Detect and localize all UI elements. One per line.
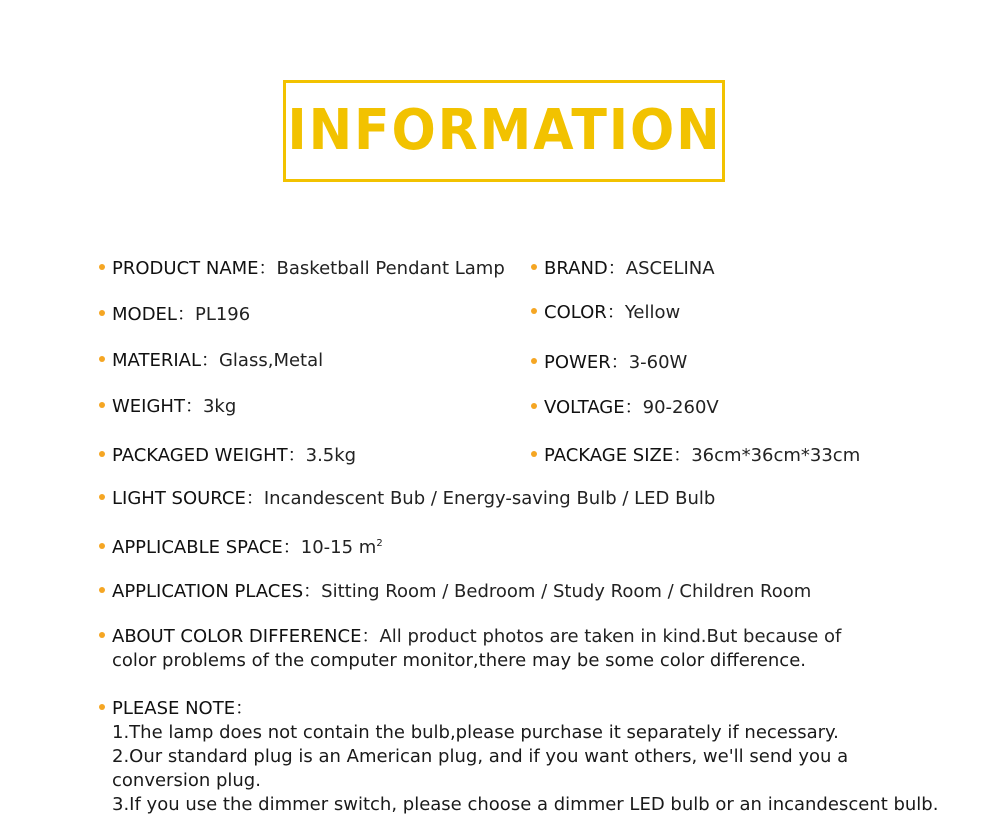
bullet-icon	[99, 632, 105, 638]
spec-label: WEIGHT	[112, 396, 185, 417]
bullet-icon	[99, 264, 105, 270]
bullet-icon	[99, 494, 105, 500]
note-line: 2.Our standard plug is an American plug, and if you want others, we'll send you a	[112, 746, 849, 767]
spec-label: PLEASE NOTE	[112, 698, 236, 719]
spec-voltage	[531, 396, 719, 420]
spec-value: Yellow	[624, 302, 681, 323]
bullet-icon	[99, 310, 105, 316]
spec-value: PL196	[194, 304, 251, 325]
bullet-icon	[531, 451, 537, 457]
spec-power	[531, 351, 687, 375]
spec-light-source	[99, 487, 715, 511]
spec-packaged-weight	[99, 444, 356, 468]
separator: ：	[235, 698, 254, 719]
separator: ：	[624, 397, 643, 418]
spec-weight	[99, 395, 236, 419]
separator: ：	[258, 258, 277, 279]
spec-label: POWER	[544, 352, 611, 373]
note-line: 1.The lamp does not contain the bulb,please purchase it separately if necessary.	[112, 722, 839, 743]
spec-value: All product photos are taken in kind.But because of	[379, 626, 842, 647]
spec-value: 90-260V	[642, 397, 719, 418]
spec-value: Glass,Metal	[218, 350, 324, 371]
spec-value: ASCELINA	[625, 258, 715, 279]
spec-value: Incandescent Bub / Energy-saving Bulb / LED Bulb	[263, 488, 716, 509]
bullet-icon	[99, 704, 105, 710]
spec-product-name	[99, 257, 505, 281]
spec-label: VOLTAGE	[544, 397, 625, 418]
separator: ：	[184, 396, 203, 417]
bullet-icon	[99, 451, 105, 457]
separator: ：	[610, 352, 629, 373]
spec-label: APPLICABLE SPACE	[112, 537, 283, 558]
spec-brand	[531, 257, 715, 281]
spec-material	[99, 349, 323, 373]
note-line: conversion plug.	[112, 770, 261, 791]
spec-applicable-space	[99, 532, 383, 560]
spec-label: LIGHT SOURCE	[112, 488, 246, 509]
please-note	[99, 697, 938, 817]
color-difference-note	[99, 625, 841, 673]
spec-value: Basketball Pendant Lamp	[276, 258, 505, 279]
spec-value: 3-60W	[628, 352, 688, 373]
bullet-icon	[99, 402, 105, 408]
bullet-icon	[531, 403, 537, 409]
spec-value: Sitting Room / Bedroom / Study Room / Children Room	[321, 581, 812, 602]
spec-color	[531, 301, 680, 325]
spec-package-size	[531, 444, 860, 468]
spec-label: PRODUCT NAME	[112, 258, 259, 279]
spec-value: 36cm*36cm*33cm	[691, 445, 861, 466]
separator: ：	[607, 258, 626, 279]
superscript: 2	[376, 538, 383, 549]
bullet-icon	[99, 543, 105, 549]
spec-label: APPLICATION PLACES	[112, 581, 304, 602]
spec-label: BRAND	[544, 258, 608, 279]
separator: ：	[176, 304, 195, 325]
separator: ：	[245, 488, 264, 509]
information-title-box	[283, 80, 725, 182]
spec-model	[99, 303, 250, 327]
separator: ：	[287, 445, 306, 466]
spec-label: MODEL	[112, 304, 177, 325]
bullet-icon	[531, 308, 537, 314]
bullet-icon	[531, 264, 537, 270]
separator: ：	[361, 626, 380, 647]
separator: ：	[282, 537, 301, 558]
separator: ：	[606, 302, 625, 323]
separator: ：	[200, 350, 219, 371]
spec-value: 3.5kg	[305, 445, 357, 466]
spec-label: PACKAGED WEIGHT	[112, 445, 288, 466]
note-line: 3.If you use the dimmer switch, please choose a dimmer LED bulb or an incandescent bulb.	[112, 794, 939, 815]
spec-label: COLOR	[544, 302, 607, 323]
bullet-icon	[531, 358, 537, 364]
spec-label: ABOUT COLOR DIFFERENCE	[112, 626, 362, 647]
spec-label: MATERIAL	[112, 350, 201, 371]
spec-label: PACKAGE SIZE	[544, 445, 674, 466]
note-line: color problems of the computer monitor,there may be some color difference.	[112, 650, 806, 671]
spec-value: 3kg	[202, 396, 237, 417]
page-title: INFORMATION	[286, 98, 722, 163]
spec-application-places	[99, 580, 811, 604]
bullet-icon	[99, 356, 105, 362]
separator: ：	[303, 581, 322, 602]
spec-value: 10-15 m	[300, 537, 377, 558]
bullet-icon	[99, 587, 105, 593]
separator: ：	[673, 445, 692, 466]
